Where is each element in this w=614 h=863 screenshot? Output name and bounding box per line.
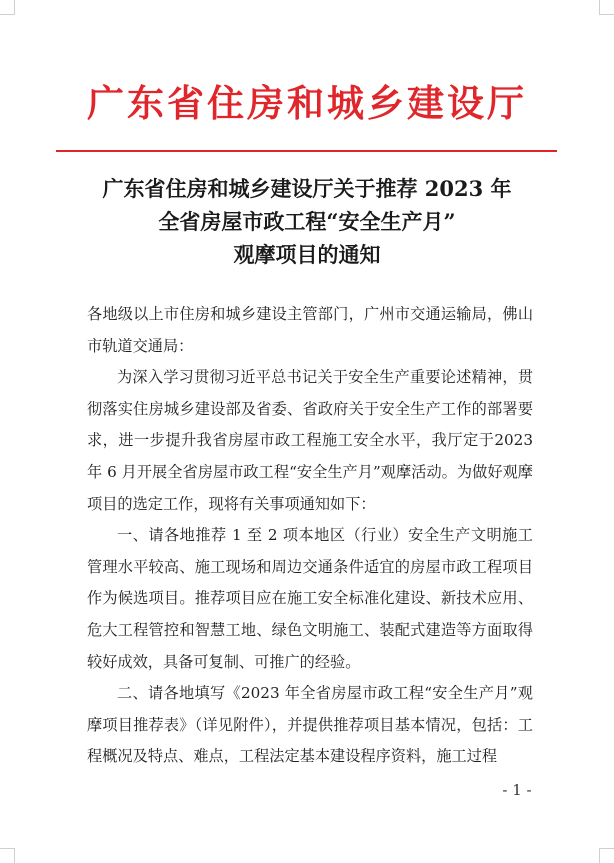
salutation: 各地级以上市住房和城乡建设主管部门，广州市交通运输局，佛山市轨道交通局： [87,305,533,355]
crop-mark [0,0,15,15]
body-paragraph: 一、请各地推荐 1 至 2 项本地区（行业）安全生产文明施工管理水平较高、施工现场和周边交通条件适宜的房屋市政工程项目作为候选项目。推荐项目应在施工安全标准化建设、新技术应用、危大工程管控和智慧工地、绿色文明施工、装配式建造等方面取得较好成效，具备可复制、可推广的经验。 [87,526,533,671]
document-title [0,172,614,271]
document-title-line: 观摩项目的通知 [233,242,381,267]
crop-mark [0,848,15,863]
body-paragraph: 二、请各地填写《2023 年全省房屋市政工程“安全生产月”观摩项目推荐表》（详见附件），并提供推荐项目基本情况，包括：工程概况及特点、难点，工程法定基本建设程序资料，施工过程 [87,684,533,766]
letterhead-title: 广东省住房和城乡建设厅 [87,82,527,125]
page-number: - 1 - [502,781,532,799]
document-title-line: 广东省住房和城乡建设厅关于推荐 2023 年 [102,176,512,201]
crop-mark [599,848,614,863]
body-paragraph: 为深入学习贯彻习近平总书记关于安全生产重要论述精神，贯彻落实住房城乡建设部及省委、省政府关于安全生产工作的部署要求，进一步提升我省房屋市政工程施工安全水平，我厅定于2023 年 6 月开展全省房屋市政工程“安全生产月”观摩活动。为做好观摩项目的选定工作，现将有关事项通知如下： [87,368,533,513]
document-body [87,299,533,773]
document-title-line: 全省房屋市政工程“安全生产月” [158,209,456,234]
crop-mark [599,0,614,15]
letterhead-divider [56,150,557,152]
